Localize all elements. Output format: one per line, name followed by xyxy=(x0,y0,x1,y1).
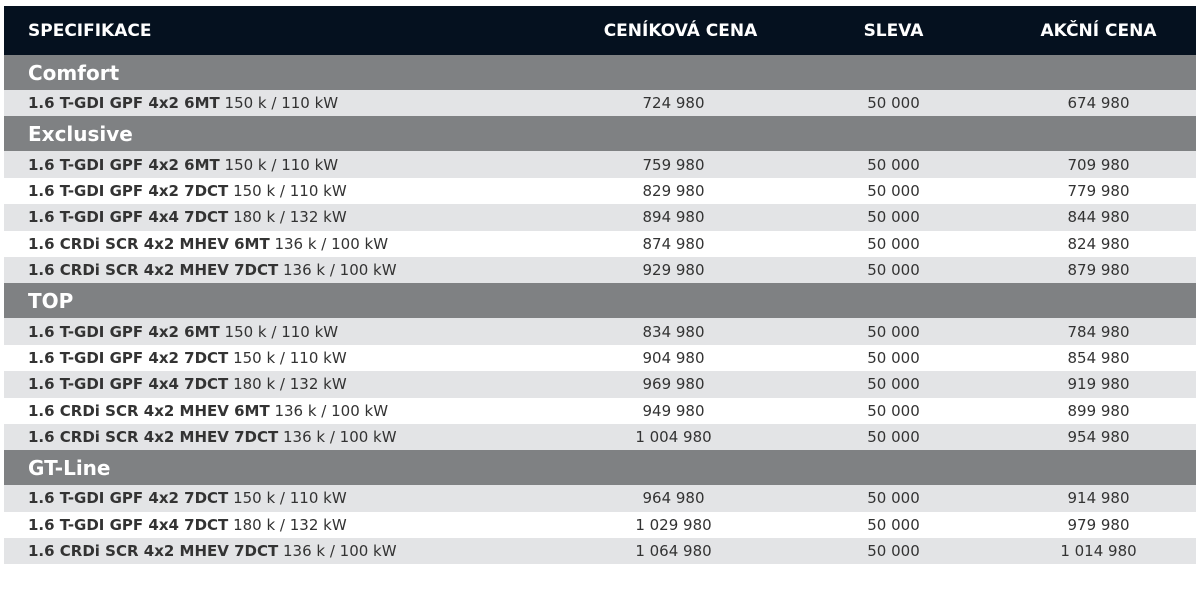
list-price-cell: 1 004 980 xyxy=(635,428,712,447)
action-price-cell: 919 980 xyxy=(1067,375,1130,394)
spec-cell xyxy=(4,375,561,393)
engine-power: 150 k / 110 kW xyxy=(228,348,347,367)
table-row xyxy=(4,371,1196,397)
engine-power: 150 k / 110 kW xyxy=(228,489,347,508)
header-spec: SPECIFIKACE xyxy=(28,20,152,41)
engine-power: 150 k / 110 kW xyxy=(228,181,347,200)
spec-cell xyxy=(4,182,561,200)
group-name: GT-Line xyxy=(28,455,111,480)
spec-cell xyxy=(4,261,561,279)
discount-cell: 50 000 xyxy=(867,428,920,447)
action-price-cell: 824 980 xyxy=(1067,234,1130,253)
discount-cell: 50 000 xyxy=(867,208,920,227)
engine-name: 1.6 T-GDI GPF 4x2 7DCT xyxy=(28,181,229,200)
engine-name: 1.6 T-GDI GPF 4x2 6MT xyxy=(28,94,220,113)
engine-power: 136 k / 100 kW xyxy=(278,261,397,280)
table-row xyxy=(4,231,1196,257)
discount-cell: 50 000 xyxy=(867,322,920,341)
engine-name: 1.6 CRDi SCR 4x2 MHEV 7DCT xyxy=(28,542,279,561)
discount-cell: 50 000 xyxy=(867,155,920,174)
action-price-cell: 979 980 xyxy=(1067,515,1130,534)
engine-name: 1.6 CRDi SCR 4x2 MHEV 7DCT xyxy=(28,261,279,280)
engine-name: 1.6 T-GDI GPF 4x2 6MT xyxy=(28,322,220,341)
discount-cell: 50 000 xyxy=(867,234,920,253)
engine-power: 136 k / 100 kW xyxy=(278,428,397,447)
action-price-cell: 854 980 xyxy=(1067,348,1130,367)
engine-name: 1.6 T-GDI GPF 4x4 7DCT xyxy=(28,375,229,394)
action-price-cell: 784 980 xyxy=(1067,322,1130,341)
header-discount: SLEVA xyxy=(863,20,924,41)
table-row xyxy=(4,398,1196,424)
list-price-cell: 1 029 980 xyxy=(635,515,712,534)
engine-power: 136 k / 100 kW xyxy=(278,542,397,561)
header-list-price: CENÍKOVÁ CENA xyxy=(603,20,758,41)
table-row xyxy=(4,178,1196,204)
engine-name: 1.6 T-GDI GPF 4x2 6MT xyxy=(28,155,220,174)
table-row xyxy=(4,485,1196,511)
group-header xyxy=(4,283,1196,318)
table-row xyxy=(4,151,1196,177)
price-table xyxy=(4,6,1196,564)
table-row xyxy=(4,512,1196,538)
action-price-cell: 914 980 xyxy=(1067,489,1130,508)
discount-cell: 50 000 xyxy=(867,94,920,113)
table-header xyxy=(4,6,1196,55)
spec-cell xyxy=(4,156,561,174)
engine-name: 1.6 T-GDI GPF 4x2 7DCT xyxy=(28,489,229,508)
discount-cell: 50 000 xyxy=(867,401,920,420)
engine-power: 150 k / 110 kW xyxy=(219,155,339,174)
spec-cell xyxy=(4,402,561,420)
group-header xyxy=(4,450,1196,485)
table-row xyxy=(4,345,1196,371)
engine-power: 150 k / 110 kW xyxy=(219,94,339,113)
engine-power: 180 k / 132 kW xyxy=(228,515,347,534)
list-price-cell: 874 980 xyxy=(642,234,705,253)
discount-cell: 50 000 xyxy=(867,261,920,280)
action-price-cell: 844 980 xyxy=(1067,208,1130,227)
engine-name: 1.6 T-GDI GPF 4x4 7DCT xyxy=(28,515,229,534)
discount-cell: 50 000 xyxy=(867,515,920,534)
engine-power: 180 k / 132 kW xyxy=(228,375,347,394)
engine-name: 1.6 CRDi SCR 4x2 MHEV 6MT xyxy=(28,401,270,420)
discount-cell: 50 000 xyxy=(867,542,920,561)
list-price-cell: 929 980 xyxy=(642,261,705,280)
engine-power: 136 k / 100 kW xyxy=(269,401,389,420)
action-price-cell: 779 980 xyxy=(1067,181,1130,200)
engine-name: 1.6 CRDi SCR 4x2 MHEV 6MT xyxy=(28,234,270,253)
action-price-cell: 709 980 xyxy=(1067,155,1130,174)
table-row xyxy=(4,90,1196,116)
list-price-cell: 894 980 xyxy=(642,208,705,227)
table-row xyxy=(4,204,1196,230)
spec-cell xyxy=(4,349,561,367)
spec-cell xyxy=(4,428,561,446)
spec-cell xyxy=(4,542,561,560)
list-price-cell: 834 980 xyxy=(642,322,705,341)
action-price-cell: 1 014 980 xyxy=(1060,542,1137,561)
list-price-cell: 724 980 xyxy=(642,94,705,113)
table-row xyxy=(4,538,1196,564)
list-price-cell: 964 980 xyxy=(642,489,705,508)
group-name: Comfort xyxy=(28,60,120,85)
spec-cell xyxy=(4,94,561,112)
discount-cell: 50 000 xyxy=(867,181,920,200)
group-header xyxy=(4,116,1196,151)
list-price-cell: 949 980 xyxy=(642,401,705,420)
discount-cell: 50 000 xyxy=(867,348,920,367)
spec-cell xyxy=(4,208,561,226)
engine-name: 1.6 T-GDI GPF 4x2 7DCT xyxy=(28,348,229,367)
list-price-cell: 904 980 xyxy=(642,348,705,367)
group-name: Exclusive xyxy=(28,121,133,146)
spec-cell xyxy=(4,323,561,341)
spec-cell xyxy=(4,516,561,534)
list-price-cell: 759 980 xyxy=(642,155,705,174)
group-name: TOP xyxy=(28,288,74,313)
table-row xyxy=(4,318,1196,344)
engine-power: 136 k / 100 kW xyxy=(269,234,389,253)
action-price-cell: 899 980 xyxy=(1067,401,1130,420)
engine-power: 150 k / 110 kW xyxy=(219,322,339,341)
spec-cell xyxy=(4,489,561,507)
action-price-cell: 954 980 xyxy=(1067,428,1130,447)
table-row xyxy=(4,424,1196,450)
header-action-price: AKČNÍ CENA xyxy=(1040,20,1157,41)
engine-name: 1.6 T-GDI GPF 4x4 7DCT xyxy=(28,208,229,227)
group-header xyxy=(4,55,1196,90)
discount-cell: 50 000 xyxy=(867,375,920,394)
table-body xyxy=(4,55,1196,564)
action-price-cell: 674 980 xyxy=(1067,94,1130,113)
table-row xyxy=(4,257,1196,283)
action-price-cell: 879 980 xyxy=(1067,261,1130,280)
list-price-cell: 1 064 980 xyxy=(635,542,712,561)
spec-cell xyxy=(4,235,561,253)
engine-power: 180 k / 132 kW xyxy=(228,208,347,227)
list-price-cell: 829 980 xyxy=(642,181,705,200)
list-price-cell: 969 980 xyxy=(642,375,705,394)
discount-cell: 50 000 xyxy=(867,489,920,508)
engine-name: 1.6 CRDi SCR 4x2 MHEV 7DCT xyxy=(28,428,279,447)
